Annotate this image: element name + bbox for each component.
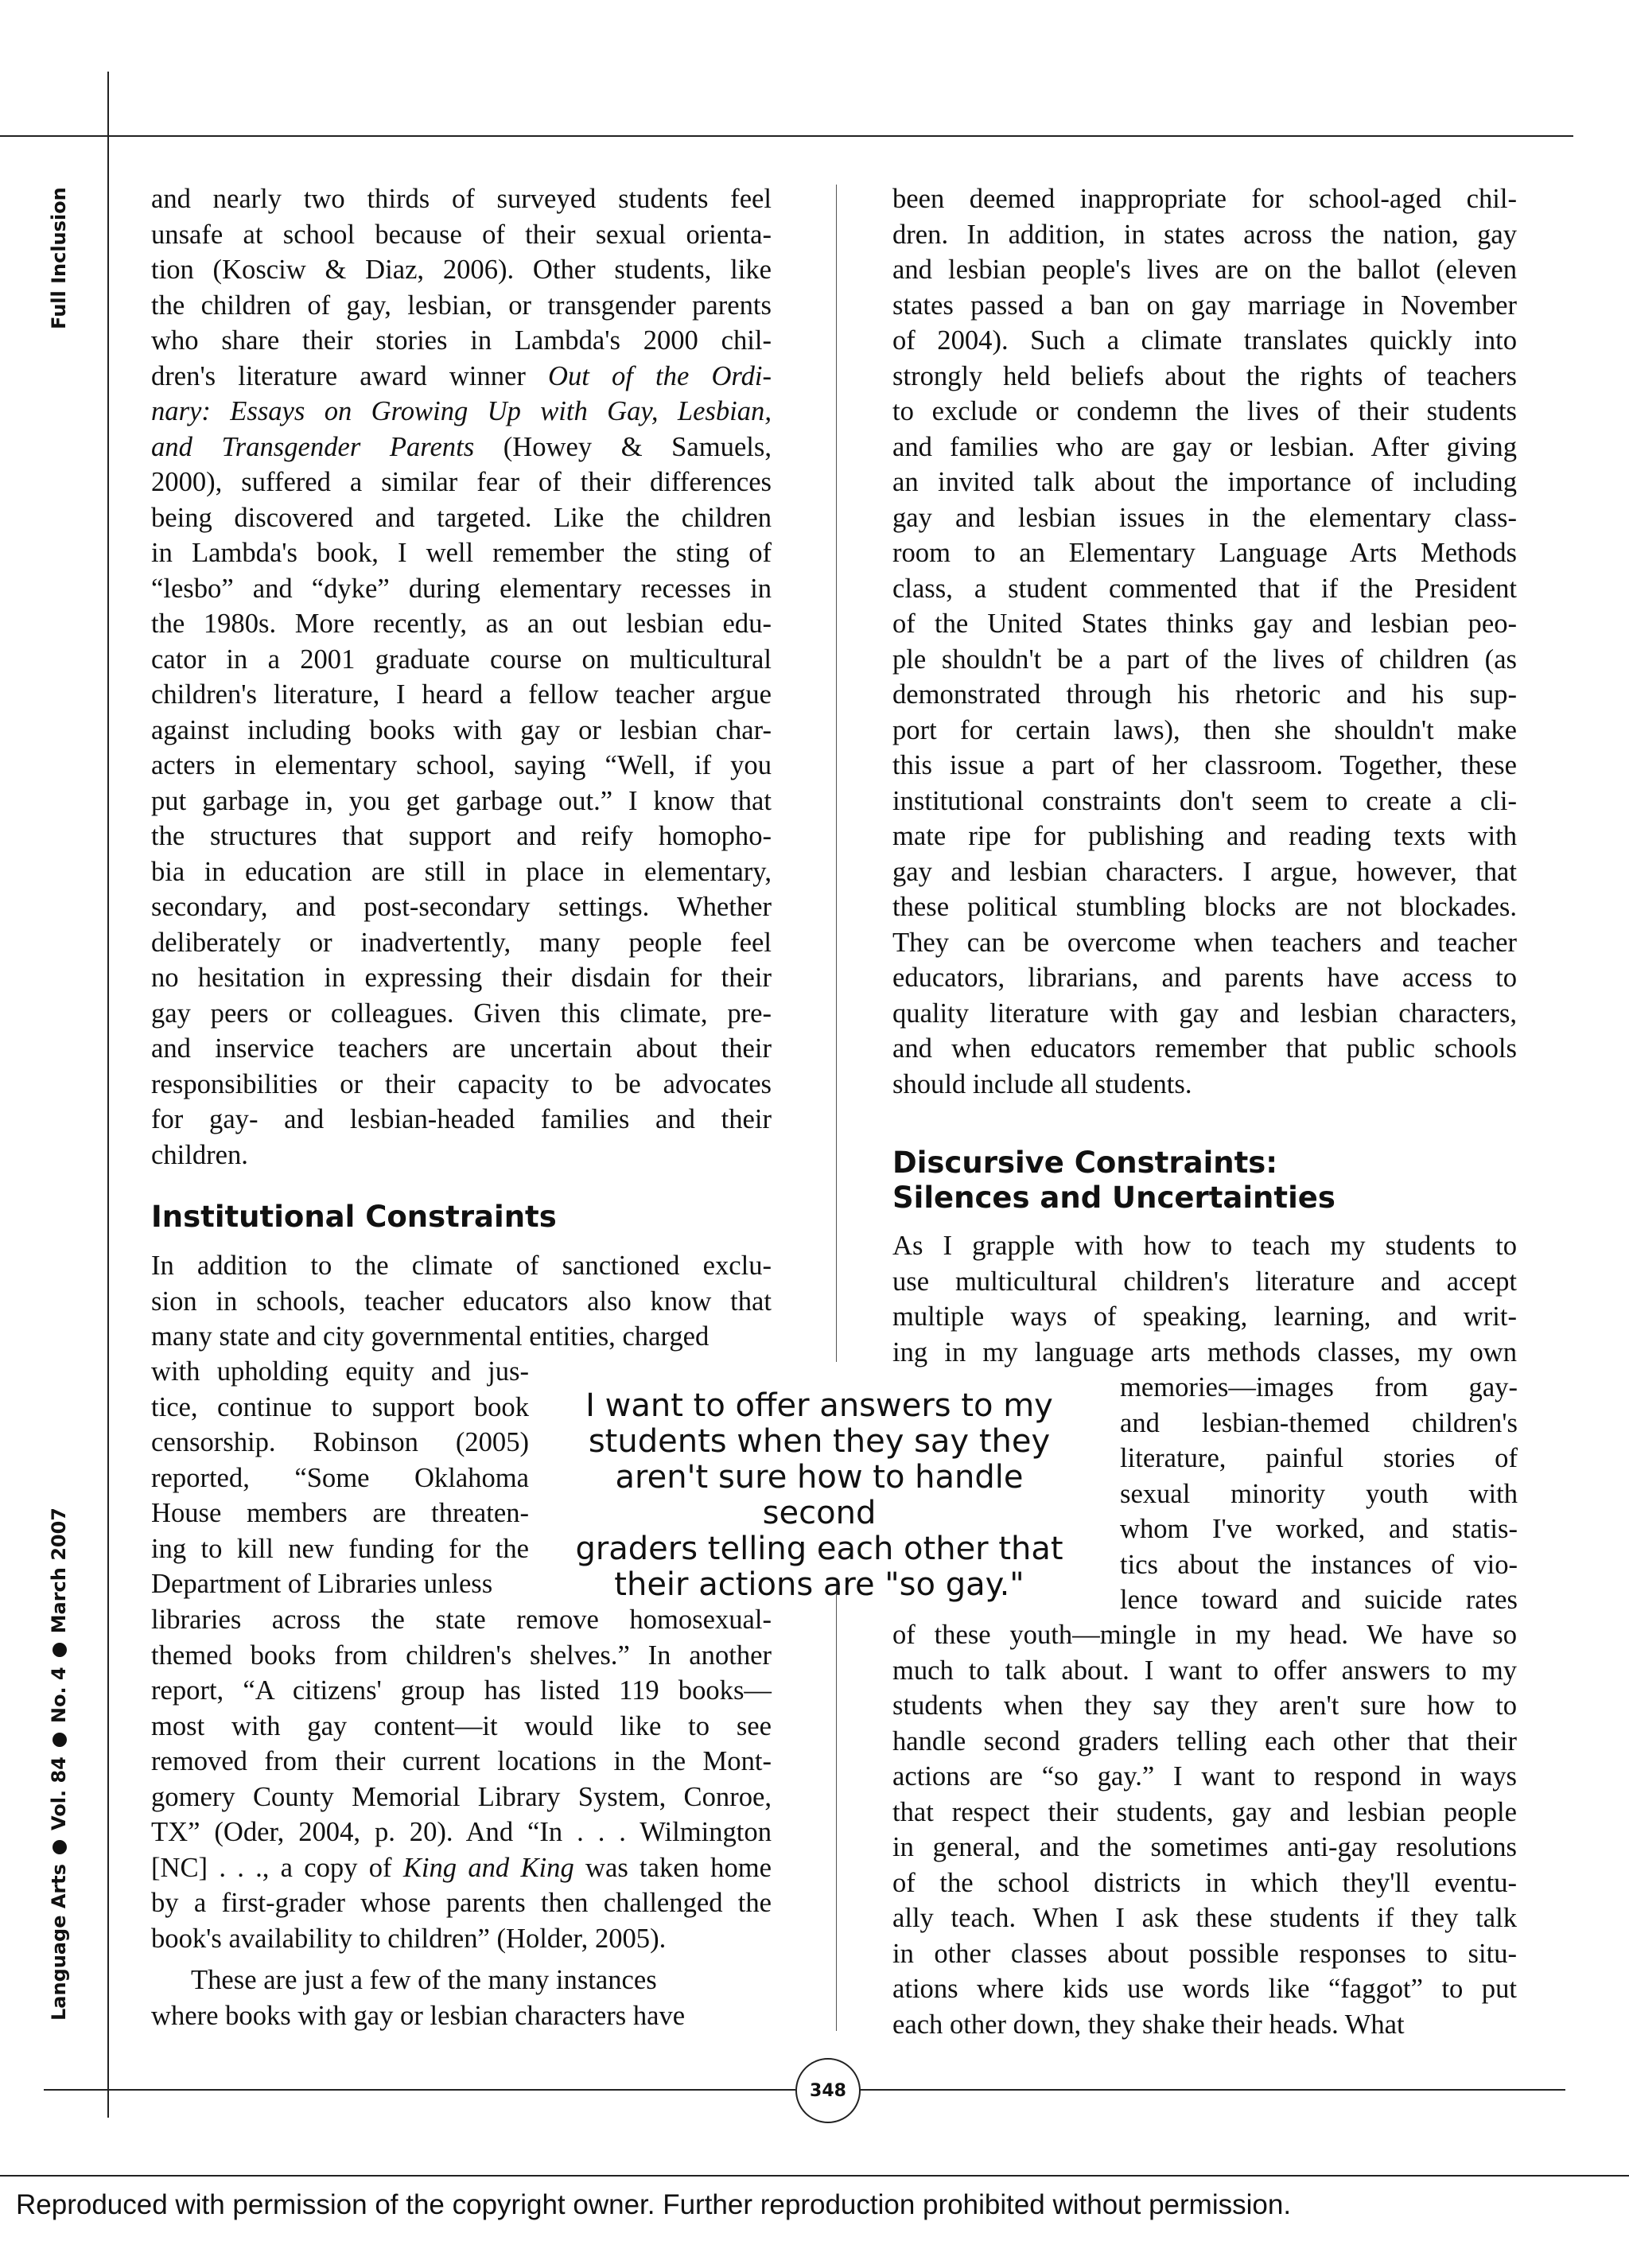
left-column-para2-top: In addition to the climate of sanctioned exclu- sion in schools, teacher educators also know that many state and city governmental entities, charged (151, 1251, 772, 1352)
book-title: and Transgender Parents (151, 431, 475, 462)
column-divider-upper (836, 185, 837, 1362)
footer-rule (0, 2175, 1629, 2177)
bullet-icon (52, 1643, 67, 1657)
section-label: Full Inclusion (48, 187, 70, 329)
right-column: been deemed inappropriate for school-aged chil- dren. In addition, in states across the nation, gay and lesbian people's lives are on the ballot (eleven states passed a ban on gay marriage in November of 2004). Such a climate translates quickly into strongly held beliefs about the rights of teachers to exclude or condemn the lives of their students and families who are gay or lesbian. After giving an invited talk about the importance of including gay and lesbian issues in the elementary class- room to an Elementary Language Arts Methods class, a student commented that if the President of the United States thinks gay and lesbian peo- ple shouldn't be a part of the lives of children (as demonstrated through his rhetoric and his sup- port for certain laws), then she shouldn't make this issue a part of her classroom. Together, these institutional constraints don't seem to create a cli- mate ripe for publishing and reading texts with gay and lesbian characters. I argue, however, that these political stumbling blocks are not blockades. They can be overcome when teachers and teacher educators, librarians, and parents have access to quality literature with gay and lesbian characters, and when educators remember that public schools should include all students. (892, 184, 1517, 1099)
copyright-footer: Reproduced with permission of the copyright owner. Further reproduction prohibited without permission. (16, 2189, 1292, 2220)
left-column-para2-bottom: libraries across the state remove homosexual- themed books from children's shelves.” In another report, “A citizens' group has listed 119 books— most with gay content—it would like to see removed from their current locations in the Mont- gomery County Memorial Library System, Conroe, TX” (Oder, 2004, p. 20). And “In . . . Wilmington [NC] . . ., a copy of King and King was taken home by a first-grader whose parents then challenged the book's availability to children” (Holder, 2005). (151, 1605, 772, 1954)
journal-volume: Vol. 84 (48, 1756, 70, 1830)
bottom-rule-left (44, 2089, 795, 2091)
pull-quote: I want to offer answers to my students when they say they aren't sure how to handle second graders telling each other that their actions are "so gay." (575, 1387, 1063, 1603)
column-divider-lower (836, 1581, 837, 2031)
left-column-para3: These are just a few of the many instances where books with gay or lesbian characters have (151, 1965, 686, 2031)
journal-issue: No. 4 (48, 1667, 70, 1724)
right-column-para2-top: As I grapple with how to teach my students to use multicultural children's literature and accept multiple ways of speaking, learning, and writ- ing in my language arts methods classes, my own (892, 1231, 1517, 1367)
journal-info (48, 1507, 70, 2021)
left-margin-rule (107, 72, 109, 2118)
section-heading-discursive: Discursive Constraints: Silences and Uncertainties (892, 1146, 1335, 1215)
paragraph: and nearly two thirds of surveyed students feel unsafe at school because of their sexual orienta- tion (Kosciw & Diaz, 2006). Other students, like the children of gay, lesbian, or transgender parents who share their stories in Lambda's 2000 chil- dren's literature award winner Out of the Ordi- nary: Essays on Growing Up with Gay, Lesbian, and Transgender Parents (Howey & Samuels, 2000), suffered a similar fear of their differences being discovered and targeted. Like the children in Lambda's book, I well remember the sting of “lesbo” and “dyke” during elementary recesses in the 1980s. More recently, as an out lesbian edu- cator in a 2001 graduate course on multicultural children's literature, I heard a fellow teacher argue against including books with gay or lesbian char- acters in elementary school, saying “Well, if you put garbage in, you get garbage out.” I know that the structures that support and reify homopho- bia in education are still in place in elementary, secondary, and post-secondary settings. Whether deliberately or inadvertently, many people feel no hesitation in expressing their disdain for their gay peers or colleagues. Given this climate, pre- and inservice teachers are uncertain about their responsibilities or their capacity to be advocates for gay- and lesbian-headed families and their children. (151, 184, 772, 1170)
page-number: 348 (795, 2058, 861, 2123)
book-title: King and King (402, 1852, 574, 1883)
book-title: nary: Essays on Growing Up with Gay, Lesbian, (151, 396, 772, 426)
journal-date: March 2007 (48, 1507, 70, 1634)
right-column-para2-wrap: memories—images from gay- and lesbian-themed children's literature, painful stories of sexual minority youth with whom I've worked, and statis- tics about the instances of vio- lence toward and suicide rates (1120, 1372, 1518, 1615)
left-column-para2-wrap: with upholding equity and jus- tice, continue to support book censorship. Robinson (2005) reported, “Some Oklahoma House members are threaten- ing to kill new funding for the Department of Libraries unless (151, 1356, 529, 1599)
book-title: Out of the Ordi- (548, 360, 772, 391)
bullet-icon (52, 1733, 67, 1747)
top-rule (0, 135, 1573, 137)
bottom-rule-right (859, 2089, 1565, 2091)
left-column (151, 181, 772, 1173)
bullet-icon (52, 1840, 67, 1854)
journal-title: Language Arts (48, 1863, 70, 2021)
section-heading-institutional: Institutional Constraints (151, 1200, 557, 1234)
right-column-para2-bottom: of these youth—mingle in my head. We have so much to talk about. I want to offer answers to my students when they say they aren't sure how to handle second graders telling each other that their actions are “so gay.” I want to respond in ways that respect their students, gay and lesbian people in general, and the sometimes anti-gay resolutions of the school districts in which they'll eventu- ally teach. When I ask these students if they talk in other classes about possible responses to situ- ations where kids use words like “faggot” to put each other down, they shake their heads. What (892, 1620, 1517, 2040)
